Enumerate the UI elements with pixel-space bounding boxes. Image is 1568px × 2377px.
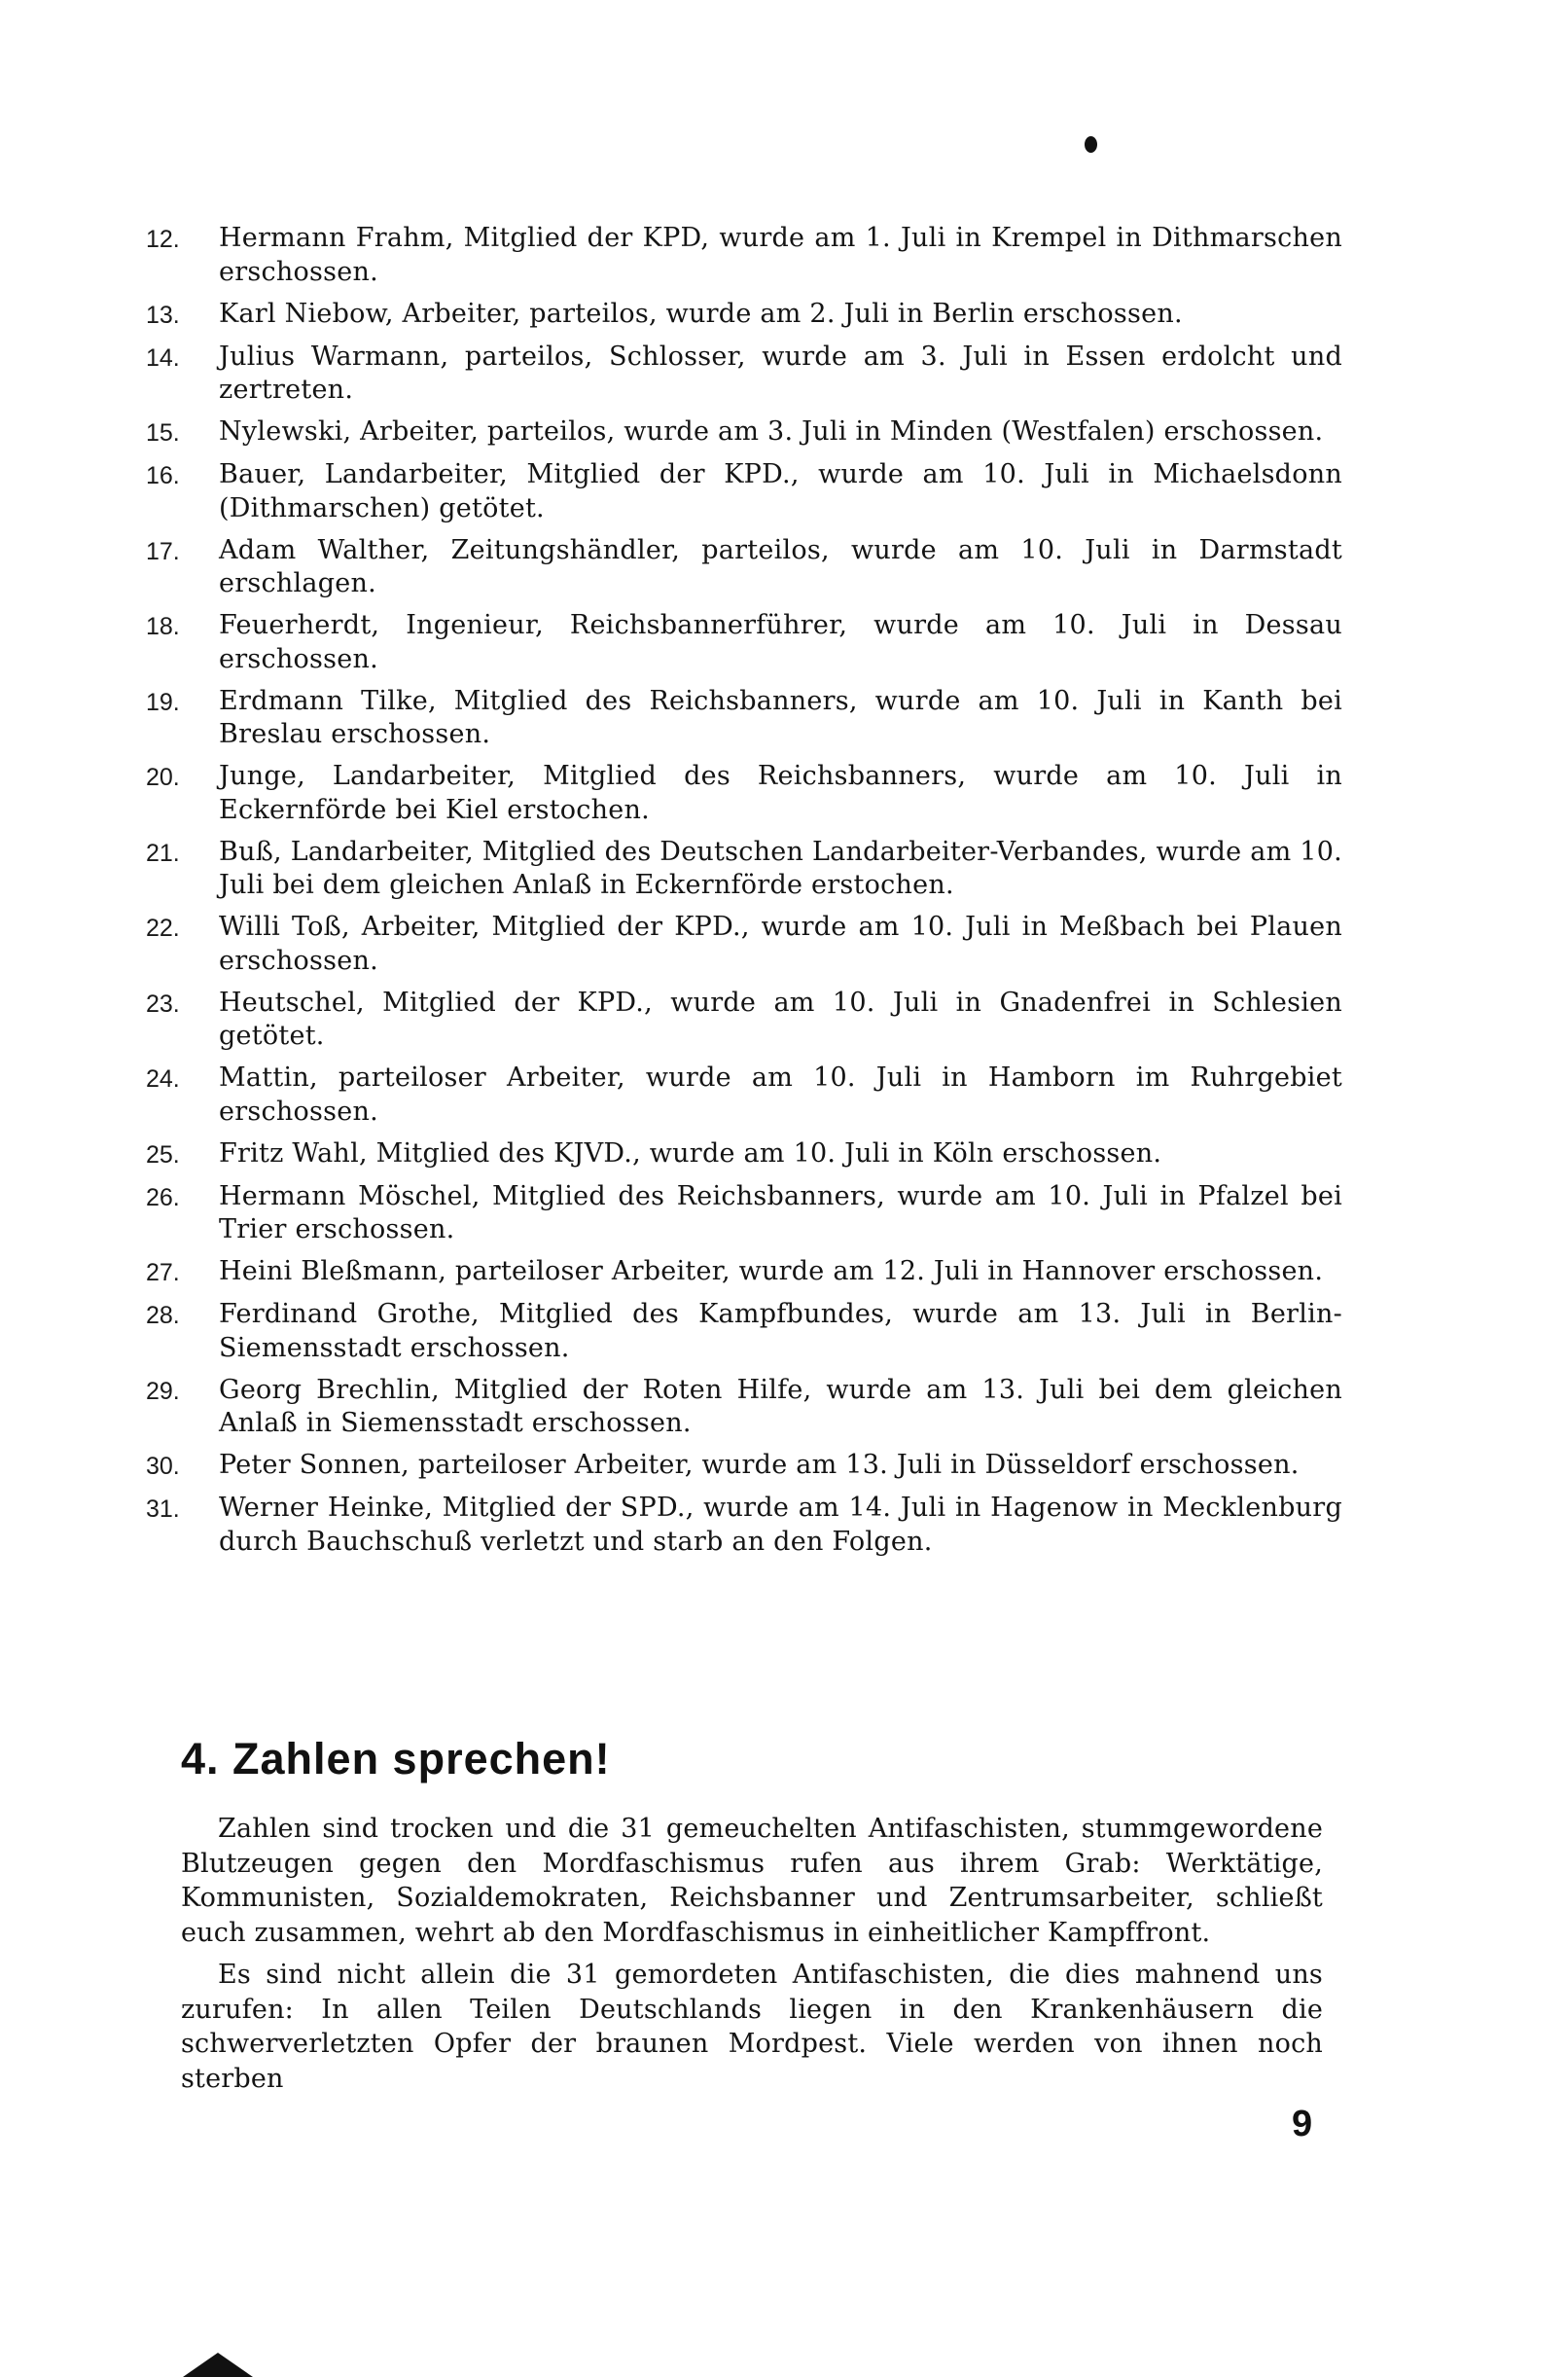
list-item-number: 23. — [146, 990, 180, 1018]
list-item-number: 29. — [146, 1377, 180, 1405]
list-item — [146, 760, 1342, 827]
list-item — [146, 1062, 1342, 1129]
list-item-text: Karl Niebow, Arbeiter, parteilos, wurde am 2. Juli in Berlin erschossen. — [219, 298, 1183, 329]
list-item-number: 26. — [146, 1183, 180, 1211]
section-body — [181, 1812, 1323, 2104]
list-item-number: 15. — [146, 419, 180, 447]
list-item-number: 19. — [146, 688, 180, 716]
list-item-text: Buß, Landarbeiter, Mitglied des Deutschen Landarbeiter-Verbandes, wurde am 10. Juli bei dem gleichen Anlaß in Eckernförde erstochen. — [219, 836, 1342, 900]
list-item — [146, 1449, 1342, 1484]
list-item — [146, 911, 1342, 978]
list-item-text: Hermann Möschel, Mitglied des Reichsbanners, wurde am 10. Juli in Pfalzel bei Trier erschossen. — [219, 1180, 1342, 1244]
list-item-text: Bauer, Landarbeiter, Mitglied der KPD., wurde am 10. Juli in Michaelsdonn (Dithmarschen) getötet. — [219, 459, 1342, 523]
list-item — [146, 609, 1342, 676]
list-item-text: Fritz Wahl, Mitglied des KJVD., wurde am 10. Juli in Köln erschossen. — [219, 1137, 1162, 1169]
list-item — [146, 1298, 1342, 1365]
list-item-number: 16. — [146, 462, 180, 489]
list-item-number: 20. — [146, 764, 180, 791]
page-number: 9 — [1292, 2104, 1313, 2144]
list-item-text: Junge, Landarbeiter, Mitglied des Reichsbanners, wurde am 10. Juli in Eckernförde bei Kiel erstochen. — [219, 761, 1342, 825]
section-heading: 4. Zahlen sprechen! — [181, 1734, 611, 1783]
list-item — [146, 341, 1342, 408]
list-item — [146, 534, 1342, 601]
list-item — [146, 222, 1342, 289]
list-item-number: 27. — [146, 1259, 180, 1286]
list-item-number: 12. — [146, 226, 180, 253]
list-item-text: Hermann Frahm, Mitglied der KPD, wurde am 1. Juli in Krempel in Dithmarschen erschossen. — [219, 223, 1342, 287]
list-item-number: 21. — [146, 839, 180, 867]
list-item — [146, 1374, 1342, 1441]
list-item — [146, 836, 1342, 903]
corner-mark — [183, 2353, 253, 2377]
list-item-text: Willi Toß, Arbeiter, Mitglied der KPD., wurde am 10. Juli in Meßbach bei Plauen erschossen. — [219, 912, 1342, 976]
list-item — [146, 298, 1342, 333]
list-item-text: Erdmann Tilke, Mitglied des Reichsbanners, wurde am 10. Juli in Kanth bei Breslau erschossen. — [219, 685, 1342, 749]
list-item-text: Peter Sonnen, parteiloser Arbeiter, wurde am 13. Juli in Düsseldorf erschossen. — [219, 1450, 1300, 1480]
body-paragraph: Es sind nicht allein die 31 gemordeten Antifaschisten, die dies mahnend uns zurufen: In allen Teilen Deutschlands liegen in den Krankenhäusern die schwerverletzten Opfer der braunen Mordpest. Viele werden von ihnen noch sterben — [181, 1960, 1323, 2094]
list-item-number: 18. — [146, 613, 180, 640]
list-item — [146, 1137, 1342, 1172]
body-paragraph: Zahlen sind trocken und die 31 gemeuchelten Antifaschisten, stummgewordene Blutzeugen gegen den Mordfaschismus rufen aus ihrem Grab: Werktätige, Kommunisten, Sozialdemokraten, Reichsbanner und Zentrumsarbeiter, schließt euch zusammen, wehrt ab den Mordfaschismus in einheitlicher Kampffront. — [181, 1814, 1323, 1948]
list-item-number: 31. — [146, 1495, 180, 1523]
ink-dot — [1085, 136, 1097, 153]
victim-list — [146, 222, 1342, 1567]
list-item-text: Heini Bleßmann, parteiloser Arbeiter, wurde am 12. Juli in Hannover erschossen. — [219, 1256, 1324, 1286]
list-item-text: Adam Walther, Zeitungshändler, parteilos, wurde am 10. Juli in Darmstadt erschlagen. — [219, 534, 1342, 598]
list-item-text: Mattin, parteiloser Arbeiter, wurde am 10. Juli in Hamborn im Ruhrgebiet erschossen. — [219, 1062, 1342, 1127]
list-item — [146, 987, 1342, 1054]
list-item-text: Georg Brechlin, Mitglied der Roten Hilfe, wurde am 13. Juli bei dem gleichen Anlaß in Siemensstadt erschossen. — [219, 1374, 1342, 1438]
list-item-text: Julius Warmann, parteilos, Schlosser, wurde am 3. Juli in Essen erdolcht und zertreten. — [219, 341, 1342, 405]
list-item-number: 30. — [146, 1453, 180, 1480]
list-item — [146, 415, 1342, 450]
list-item — [146, 458, 1342, 525]
list-item — [146, 1180, 1342, 1247]
list-item — [146, 685, 1342, 752]
list-item-text: Ferdinand Grothe, Mitglied des Kampfbundes, wurde am 13. Juli in Berlin-Siemensstadt erschossen. — [219, 1299, 1342, 1363]
list-item — [146, 1255, 1342, 1290]
list-item-number: 22. — [146, 915, 180, 942]
list-item-number: 25. — [146, 1140, 180, 1169]
list-item-number: 24. — [146, 1065, 180, 1093]
list-item — [146, 1492, 1342, 1559]
list-item-text: Werner Heinke, Mitglied der SPD., wurde am 14. Juli in Hagenow in Mecklenburg durch Bauchschuß verletzt und starb an den Folgen. — [219, 1493, 1342, 1557]
list-item-number: 13. — [146, 301, 180, 329]
list-item-number: 14. — [146, 343, 180, 372]
list-item-text: Nylewski, Arbeiter, parteilos, wurde am 3. Juli in Minden (Westfalen) erschossen. — [219, 416, 1324, 447]
list-item-text: Heutschel, Mitglied der KPD., wurde am 10. Juli in Gnadenfrei in Schlesien getötet. — [219, 987, 1342, 1051]
list-item-number: 17. — [146, 537, 180, 565]
list-item-text: Feuerherdt, Ingenieur, Reichsbannerführer, wurde am 10. Juli in Dessau erschossen. — [219, 610, 1342, 674]
list-item-number: 28. — [146, 1302, 180, 1329]
